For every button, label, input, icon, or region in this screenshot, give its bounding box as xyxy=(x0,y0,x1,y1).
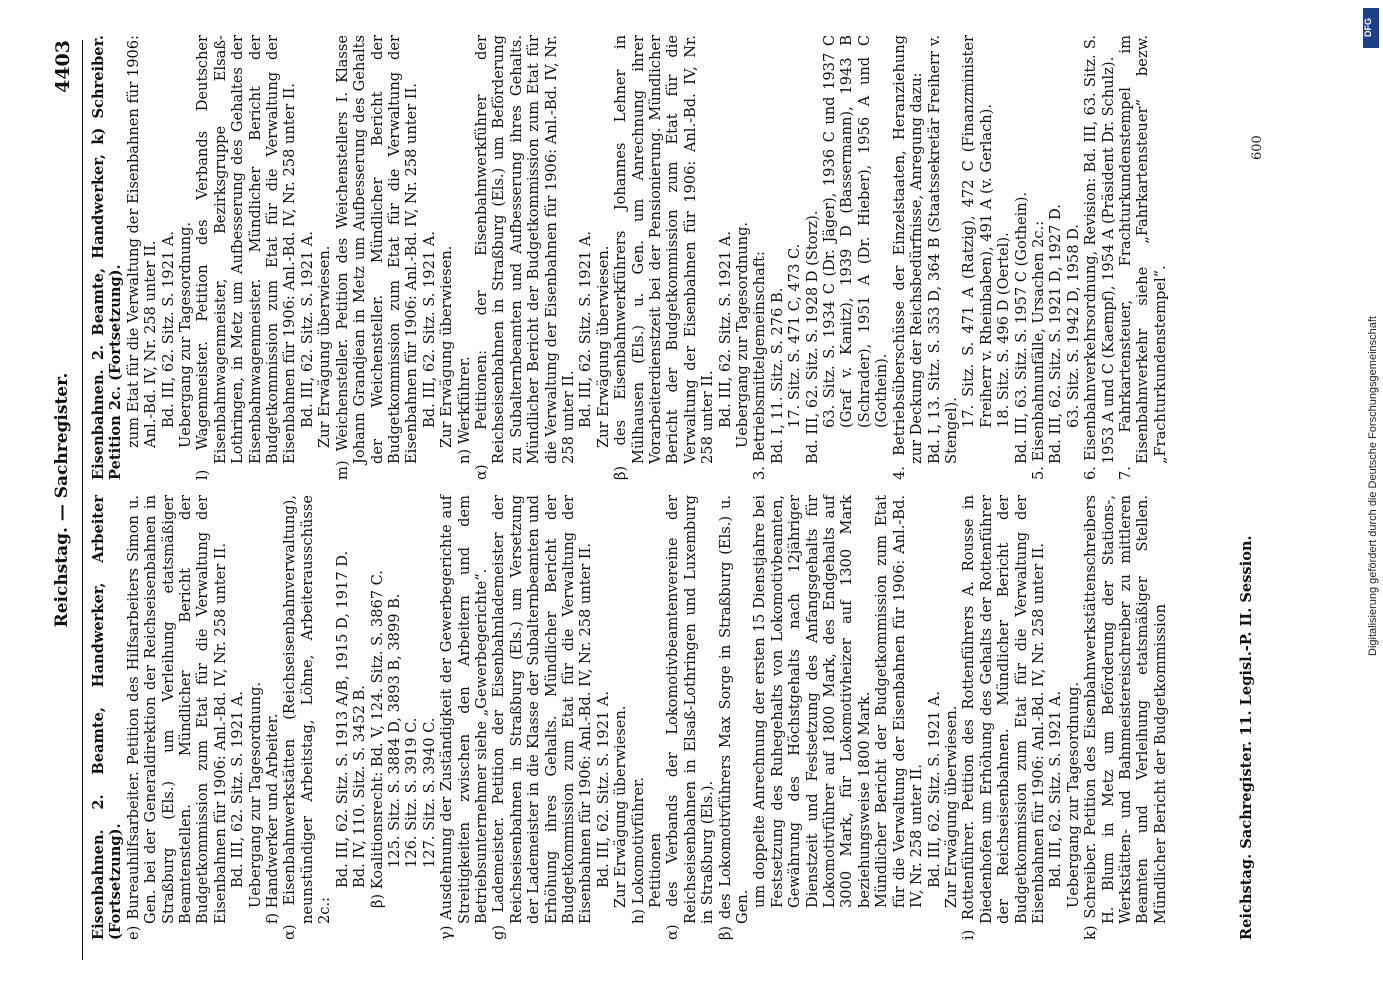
register-entry: Bd. III, 62. Sitz. S. 1921 A. xyxy=(577,231,595,428)
register-entry: Bd. I, 13. Sitz. S. 353 D, 364 B (Staatssekretär Freiherr v. Stengel). xyxy=(925,35,960,464)
register-entry: γ) Ausdehnung der Zuständigkeit der Gewerbegerichte auf Streitigkeiten zwischen den Arbeitern und dem Betriebsunternehmer siehe „Gewerbegerichte“. xyxy=(438,495,490,940)
register-entry: Bd. III, 62. Sitz. S. 1913 A/B, 1915 D, 1917 D. xyxy=(333,550,351,888)
register-entry: Bd. III, 62. Sitz. S. 1921 A. xyxy=(594,691,612,888)
left-column xyxy=(90,495,1169,940)
register-entry: h) Lokomotivführer. xyxy=(629,776,647,924)
register-entry: Bd. III, 62. Sitz. S. 1921 A. xyxy=(298,231,316,428)
register-entry: f) Handwerker und Arbeiter. xyxy=(264,713,282,924)
register-entry: m) Weichensteller. Petition des Weichenstellers I. Klasse Johann Grandjean in Metz um Aufbesserung des Gehalts der Weichensteller. Mündlicher Bericht der Budgetkommission zum Etat für die Verwaltung der Eisenbahnen für 1906: Anl.-Bd. IV, Nr. 258 unter II. xyxy=(333,35,421,480)
register-entry: Bd. III, 62. Sitz. S. 1921 A. xyxy=(716,231,734,428)
register-entry: 5. Eisenbahnunfälle, Ursachen 2c.: xyxy=(1029,220,1047,480)
register-entry: 17. Sitz. S. 471 C, 473 C. xyxy=(786,243,804,428)
digitization-note xyxy=(1363,10,1383,990)
register-entry: Uebergang zur Tagesordnung. xyxy=(734,221,752,448)
register-entry: Zur Erwägung überwiesen. xyxy=(438,245,456,448)
register-entry: α) Eisenbahnwerkstätten (Reichseisenbahnverwaltung), neunstündiger Arbeitstag, Löhne, Arbeiterausschüsse 2c.: xyxy=(281,495,334,940)
register-entry: Uebergang zur Tagesordnung. xyxy=(246,681,264,908)
register-entry: Bd. III, 62. Sitz. S. 1921 A. xyxy=(420,231,438,428)
register-entry: zum Etat für die Verwaltung der Eisenbahnen für 1906: Anl.-Bd. IV, Nr. 258 unter II. xyxy=(124,35,160,448)
register-entry: Zur Erwägung überwiesen. xyxy=(942,705,960,908)
page-number: 4403 xyxy=(52,40,74,93)
register-entry: um doppelte Anrechnung der ersten 15 Dienstjahre bei Festsetzung des Ruhegehalts von Lokomotivbeamten, Gewährung des Höchstgehalts nach 12jähriger Dienstzeit und Festsetzung des Anfangsgehalts für Lokomotivführer auf 1800 Mark, des Endgehalts auf 3000 Mark, für Lokomotivheizer auf 1300 Mark beziehungsweise 1800 Mark. xyxy=(751,495,873,908)
register-entry: Bd. III, 63. Sitz. S. 1957 C (Gothein). xyxy=(1012,191,1030,464)
register-entry: Petitionen xyxy=(647,832,664,908)
page-header xyxy=(52,40,92,960)
register-entry: i) Rottenführer. Petition des Rottenführers A. Rousse in Diedenhofen um Erhöhung des Gehalts der Rottenführer der Reichseisenbahnen. Mündlicher Bericht der Budgetkommission zum Etat für die Verwaltung der Eisenbahnen für 1906: Anl.-Bd. IV, Nr. 258 unter II. xyxy=(960,495,1047,940)
register-entry: 3. Betriebsmittelgemeinschaft: xyxy=(751,251,769,480)
register-entry: Bd. IV, 110. Sitz. S. 3452 B. xyxy=(351,685,369,888)
running-title: Reichstag. — Sachregister. xyxy=(52,372,72,628)
register-entry: Zur Erwägung überwiesen. xyxy=(316,245,334,448)
register-entry: g) Lademeister. Petition der Eisenbahnlademeister der Reichseisenbahnen in Straßburg (Els.) um Versetzung der Lademeister in die Klasse der Subalternbeamten und Erhöhung ihres Gehalts. Mündlicher Bericht der Budgetkommission zum Etat für die Verwaltung der Eisenbahnen für 1906: Anl.-Bd. IV, Nr. 258 unter II. xyxy=(490,495,595,940)
register-entry: 126. Sitz. S. 3919 C. xyxy=(403,717,421,868)
register-entry: k) Schreiber. Petition des Eisenbahnwerkstättenschreibers H. Blum in Metz um Beförderung der Stations-, Werkstätten- und Bahnmeistereischreiber zu mittleren Beamten und Verleihung etatsmäßiger Stellen. Mündlicher Bericht der Budgetkommission xyxy=(1082,495,1169,940)
register-entry: Bd. III, 62. Sitz. S. 1921 D, 1927 D. xyxy=(1047,204,1065,464)
register-entry: α) Petitionen: der Eisenbahnwerkführer der Reichseisenbahnen in Straßburg (Els.) um Beförderung zu Subalternbeamten und Aufbesserung ihres Gehalts. Mündlicher Bericht der Budgetkommission zum Etat für die Verwaltung der Eisenbahnen für 1906: Anl.-Bd. IV, Nr. 258 unter II. xyxy=(472,35,577,480)
register-entry: 18. Sitz. S. 496 D (Oertel). xyxy=(995,232,1013,428)
register-entry: β) des Lokomotivführers Max Sorge in Straßburg (Els.) u. Gen. xyxy=(716,495,752,940)
register-entry: Bd. III, 62. Sitz. S. 1921 A. xyxy=(229,691,247,888)
register-entry: Bd. III, 62. Sitz. S. 1921 A. xyxy=(159,231,177,428)
sheet-mark: 600 xyxy=(1250,135,1265,160)
register-entry: Eisenbahnen. 2. Beamte, Handwerker, Arbeiter (Fortsetzung). xyxy=(90,495,125,940)
register-entry: l) Wagenmeister. Petition des Verbands Deutscher Eisenbahnwagenmeister, Bezirksgruppe Elsaß-Lothringen, in Metz um Aufbesserung des Gehaltes der Eisenbahnwagenmeister. Mündlicher Bericht der Budgetkommission zum Etat für die Verwaltung der Eisenbahnen für 1906: Anl.-Bd. IV, Nr. 258 unter II. xyxy=(194,35,299,480)
register-entry: β) Koalitionsrecht: Bd. V, 124. Sitz. S. 3867 C. xyxy=(368,570,386,908)
register-entry: Eisenbahnen. 2. Beamte, Handwerker, k) Schreiber. Petition 2c. (Fortsetzung). xyxy=(90,35,125,480)
footer-note: Reichstag. Sachregister. 11. Legisl.-P. II. Session. xyxy=(1238,535,1255,940)
register-entry: Uebergang zur Tagesordnung. xyxy=(177,221,195,448)
header-rule xyxy=(82,40,83,960)
register-entry: Bd. III, 62. Sitz. S. 1921 A. xyxy=(925,691,943,888)
register-entry: Bd. III, 62. Sitz. S. 1928 D (Storz). xyxy=(803,210,821,464)
register-entry: 63. Sitz. S. 1942 D, 1958 D. xyxy=(1064,224,1082,428)
register-entry: n) Werkführer. xyxy=(455,356,473,464)
register-entry: 4. Betriebsüberschüsse der Einzelstaaten, Heranziehung zur Deckung der Reichsbedürfnisse, Anregung dazu: xyxy=(890,35,926,480)
register-entry: 7. Fahrkartensteuer, Frachturkundenstempel im Eisenbahnverkehr siehe „Fahrkartensteuer“ bezw. „Frachturkundenstempel“. xyxy=(1116,35,1169,480)
register-entry: Mündlicher Bericht der Budgetkommission zum Etat für die Verwaltung der Eisenbahnen für 1906: Anl.-Bd. IV, Nr. 258 unter II. xyxy=(873,495,926,908)
register-entry: α) des Verbands der Lokomotivbeamtenvereine der Reichseisenbahnen in Elsaß-Lothringen und Luxemburg in Straßburg (Els.). xyxy=(664,495,717,940)
register-entry: β) des Eisenbahnwerkführers Johannes Lehner in Mülhausen (Els.) u. Gen. um Anrechnung ihrer Vorarbeiterdienstzeit bei der Pensionierung. Mündlicher Bericht der Budgetkommission zum Etat für die Verwaltung der Eisenbahnen für 1906: Anl.-Bd. IV, Nr. 258 unter II. xyxy=(612,35,717,480)
register-entry: e) Bureauhilfsarbeiter. Petition des Hilfsarbeiters Simon u. Gen. bei der Generaldirektion der Reichseisenbahnen in Straßburg (Els.) um Verleihung etatsmäßiger Beamtenstellen. Mündlicher Bericht der Budgetkommission zum Etat für die Verwaltung der Eisenbahnen für 1906: Anl.-Bd. IV, Nr. 258 unter II. xyxy=(124,495,229,940)
register-entry: Bd. I, 11. Sitz. S. 276 B. xyxy=(768,287,786,464)
dfg-logo: DFG xyxy=(1363,8,1379,48)
register-entry: Uebergang zur Tagesordnung. xyxy=(1064,681,1082,908)
digitization-text: Digitalisierung gefördert durch die Deutsche Forschungsgemeinschaft xyxy=(1367,316,1379,656)
register-entry: 127. Sitz. S. 3940 C. xyxy=(420,717,438,868)
register-entry: Zur Erwägung überwiesen. xyxy=(594,245,612,448)
register-entry: Zur Erwägung überwiesen. xyxy=(612,705,630,908)
register-entry: 6. Eisenbahnverkehrsordnung, Revision: Bd. III, 63. Sitz. S. 1953 A und C (Kaempf), 1954 A (Präsident Dr. Schulz). xyxy=(1082,35,1117,480)
register-entry: 17. Sitz. S. 471 A (Ratzig), 472 C (Finanzminister Freiherr v. Rheinbaben), 491 A (v. Gerlach). xyxy=(960,35,995,428)
register-entry: 63. Sitz. S. 1934 C (Dr. Jäger), 1936 C und 1937 C (Graf v. Kanitz), 1939 D (Bassermann), 1943 B (Schrader), 1951 A (Dr. Hieber), 1956 A und C (Gothein). xyxy=(821,35,891,428)
register-entry: Bd. III, 62. Sitz. S. 1921 A. xyxy=(1047,691,1065,888)
right-column xyxy=(90,35,1169,480)
register-entry: 125. Sitz. S. 3884 D, 3893 B, 3899 B. xyxy=(385,593,403,868)
